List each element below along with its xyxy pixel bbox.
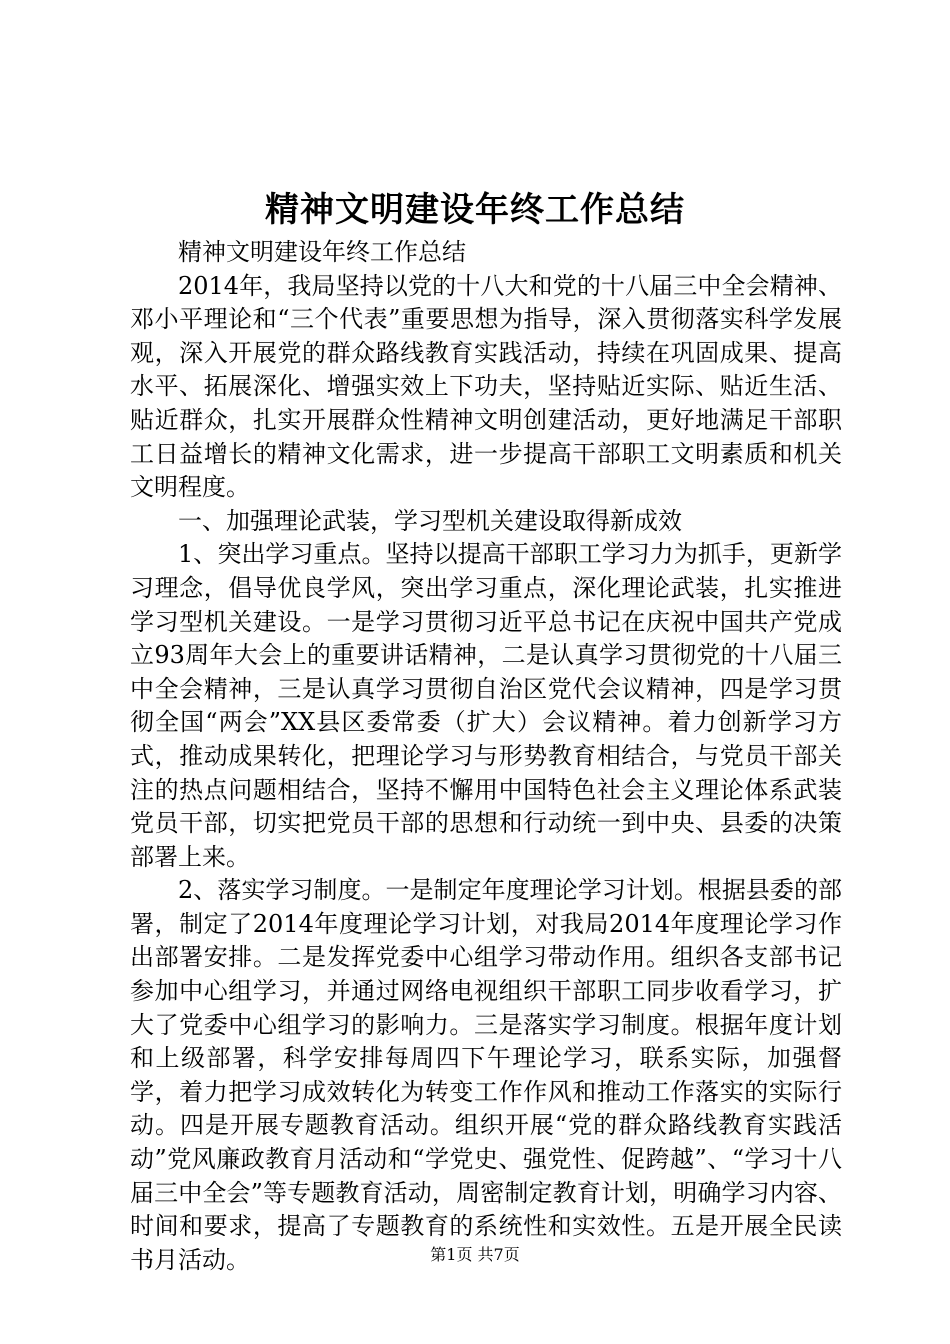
page-number-footer: 第1页 共7页 (430, 1245, 520, 1264)
paragraph-subtitle: 精神文明建设年终工作总结 (178, 238, 466, 266)
document-body (130, 236, 842, 1277)
paragraph-intro: 2014年，我局坚持以党的十八大和党的十八届三中全会精神、邓小平理论和“三个代表”重要思想为指导，深入贯彻落实科学发展观，深入开展党的群众路线教育实践活动，持续在巩固成果、提高水平、拓展深化、增强实效上下功夫，坚持贴近实际、贴近生活、贴近群众，扎实开展群众性精神文明创建活动，更好地满足干部职工日益增长的精神文化需求，进一步提高干部职工文明素质和机关文明程度。 (130, 271, 842, 502)
paragraph-item-1: 1、突出学习重点。坚持以提高干部职工学习力为抓手，更新学习理念，倡导优良学风，突出学习重点，深化理论武装，扎实推进学习型机关建设。一是学习贯彻习近平总书记在庆祝中国共产党成立93周年大会上的重要讲话精神，二是认真学习贯彻党的十八届三中全会精神，三是认真学习贯彻自治区党代会议精神，四是学习贯彻全国“两会”XX县区委常委（扩大）会议精神。着力创新学习方式，推动成果转化，把理论学习与形势教育相结合，与党员干部关注的热点问题相结合，坚持不懈用中国特色社会主义理论体系武装党员干部，切实把党员干部的思想和行动统一到中央、县委的决策部署上来。 (130, 540, 842, 871)
document-title: 精神文明建设年终工作总结 (265, 190, 685, 230)
paragraph-item-2: 2、落实学习制度。一是制定年度理论学习计划。根据县委的部署，制定了2014年度理论学习计划，对我局2014年度理论学习作出部署安排。二是发挥党委中心组学习带动作用。组织各支部书记参加中心组学习，并通过网络电视组织干部职工同步收看学习，扩大了党委中心组学习的影响力。三是落实学习制度。根据年度计划和上级部署，科学安排每周四下午理论学习，联系实际，加强督学，着力把学习成效转化为转变工作作风和推动工作落实的实际行动。四是开展专题教育活动。组织开展“党的群众路线教育实践活动”党风廉政教育月活动和“学党史、强党性、促跨越”、“学习十八届三中全会”等专题教育活动，周密制定教育计划，明确学习内容、时间和要求，提高了专题教育的系统性和实效性。五是开展全民读书月活动。 (130, 876, 842, 1274)
section-heading-1: 一、加强理论武装，学习型机关建设取得新成效 (178, 506, 682, 535)
